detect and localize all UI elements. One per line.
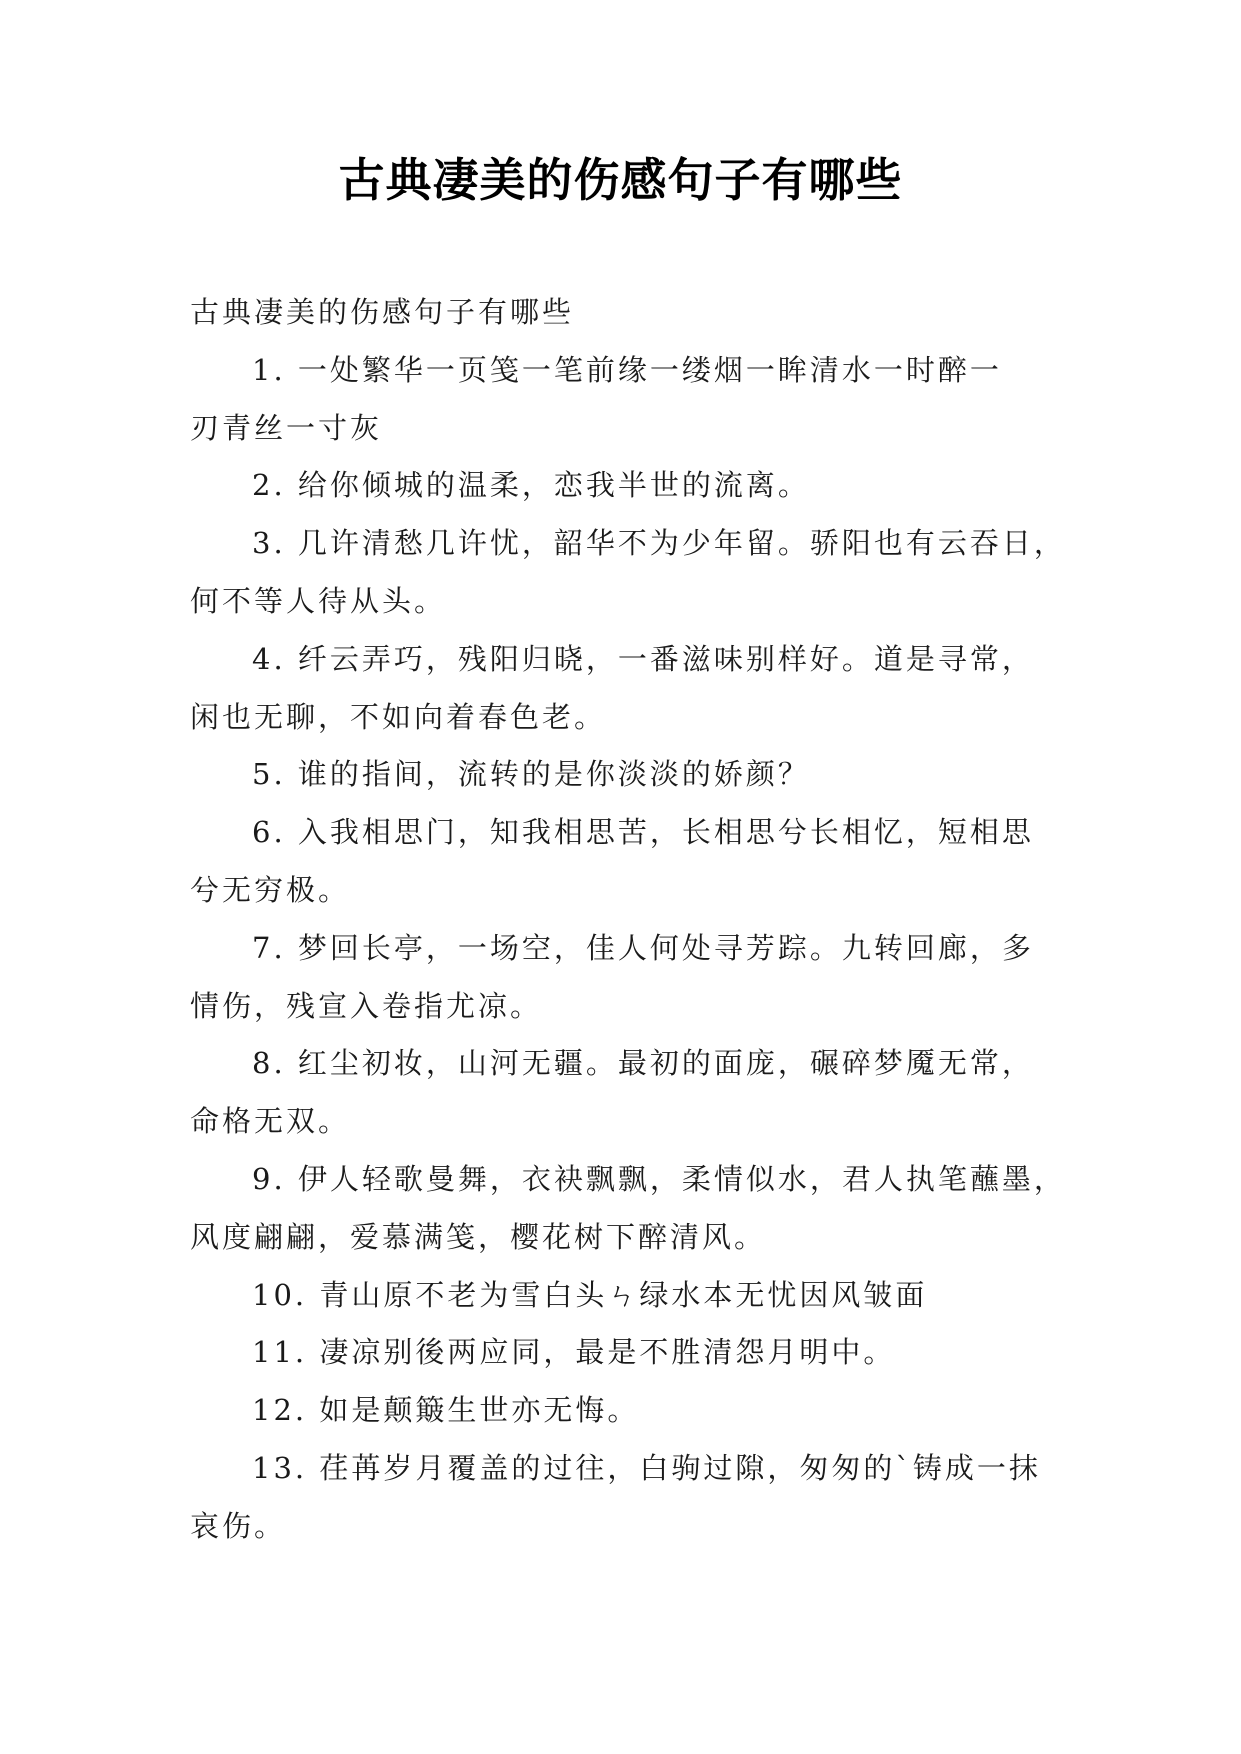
body-line: 古典凄美的伤感句子有哪些 bbox=[190, 295, 575, 329]
document-body bbox=[190, 284, 1066, 1556]
body-line: 12. 如是颠簸生世亦无悔。 bbox=[252, 1393, 640, 1428]
body-line: 闲也无聊，不如向着春色老。 bbox=[190, 699, 607, 734]
body-line: 7. 梦回长亭，一场空，佳人何处寻芳踪。九转回廊，多 bbox=[252, 930, 1034, 965]
body-line: 3. 几许清愁几许忧，韶华不为少年留。骄阳也有云吞日， bbox=[252, 526, 1066, 561]
body-line: 何不等人待从头。 bbox=[190, 583, 447, 618]
body-line: 8. 红尘初妆，山河无疆。最初的面庞，碾碎梦魇无常， bbox=[252, 1046, 1034, 1081]
body-line: 哀伤。 bbox=[190, 1508, 287, 1543]
body-line: 兮无穷极。 bbox=[190, 872, 351, 907]
body-line: 风度翩翩，爱慕满笺，樱花树下醉清风。 bbox=[190, 1219, 767, 1254]
body-line: 10. 青山原不老为雪白头ㄣ绿水本无忧因风皱面 bbox=[252, 1277, 928, 1312]
body-line: 刃青丝一寸灰 bbox=[190, 410, 383, 445]
body-line: 6. 入我相思门，知我相思苦，长相思兮长相忆，短相思 bbox=[252, 815, 1034, 850]
body-line: 情伤，残宣入卷指尤凉。 bbox=[190, 988, 543, 1023]
body-line: 4. 纤云弄巧，残阳归晓，一番滋味别样好。道是寻常， bbox=[252, 641, 1034, 676]
body-line: 13. 荏苒岁月覆盖的过往，白驹过隙，匆匆的`铸成一抹 bbox=[252, 1450, 1041, 1485]
body-line: 1. 一处繁华一页笺一笔前缘一缕烟一眸清水一时醉一 bbox=[252, 352, 1002, 387]
document-title: 古典凄美的伤感句子有哪些 bbox=[338, 153, 903, 207]
body-line: 9. 伊人轻歌曼舞，衣袂飘飘，柔情似水，君人执笔蘸墨， bbox=[252, 1161, 1066, 1196]
body-line: 2. 给你倾城的温柔，恋我半世的流离。 bbox=[252, 468, 810, 503]
body-line: 5. 谁的指间，流转的是你淡淡的娇颜？ bbox=[252, 757, 810, 792]
body-line: 11. 凄凉别後两应同，最是不胜清怨月明中。 bbox=[252, 1335, 896, 1370]
body-line: 命格无双。 bbox=[190, 1104, 351, 1139]
